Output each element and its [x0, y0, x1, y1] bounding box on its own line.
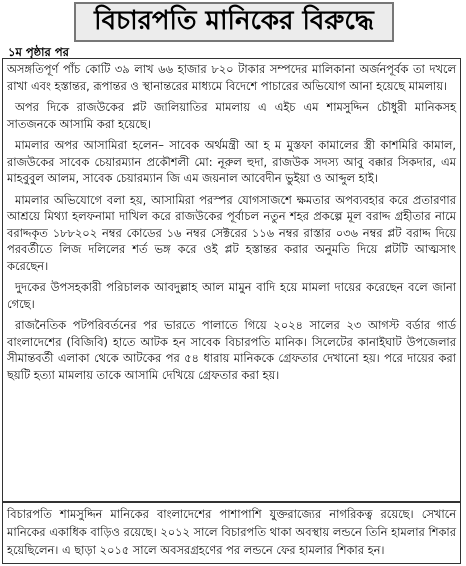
paragraph: রাজনৈতিক পটপরিবর্তনের পর ভারতে পালাতে গিয়ে ২০২৪ সালের ২৩ আগস্ট বর্ডার গার্ড বাংলাদেশের (বিজিবি) হাতে আটক হন সাবেক বিচারপতি মানিক। সিলেটের কানাইঘাট উপজেলার সীমান্তবর্তী এলাকা থেকে আটকের পর ৫৪ ধারায় মানিককে গ্রেফতার দেখানো হয়। পরে দায়ের করা ছয়টি হত্যা মামলায় তাকে আসামি দেখিয়ে গ্রেফতার করা হয়। [7, 318, 456, 382]
headline: বিচারপতি মানিকের বিরুদ্ধে [94, 6, 374, 36]
paragraph: অপর দিকে রাজউকের প্লট জালিয়াতির মামলায় এ এইচ এম শামসুদ্দিন চৌধুরী মানিকসহ সাতজনকে আসামি করা হয়েছে। [7, 100, 456, 131]
paragraph: বিচারপতি শামসুদ্দিন মানিকের বাংলাদেশের পাশাপাশি যুক্তরাজ্যের নাগরিকত্ব রয়েছে। সেখানে মানিকের একাধিক বাড়িও রয়েছে। ২০১২ সালে বিচারপতি থাকা অবস্থায় লন্ডনে তিনি হামলার শিকার হয়েছিলেন। এ ছাড়া ২০১৫ সালে অবসরগ্রহণের পর লন্ডনে ফের হামলার শিকার হন। [7, 507, 456, 557]
article-body [2, 58, 461, 502]
article-footer-box [2, 502, 461, 564]
paragraph: অসঙ্গতিপূর্ণ পাঁচ কোটি ৩৯ লাখ ৬৬ হাজার ৮২০ টাকার সম্পদের মালিকানা অর্জনপূর্বক তা দখলে রাখা এবং হস্তান্তর, রূপান্তর ও স্থানান্তরের মাধ্যমে বিদেশে পাচারের অভিযোগ আনা হয়েছে মামলায়। [7, 62, 456, 93]
paragraph: দুদকের উপসহকারী পরিচালক আবদুল্লাহ আল মামুন বাদি হয়ে মামলা দায়ের করেছেন বলে জানা গেছে। [7, 280, 456, 311]
headline-box [74, 2, 394, 42]
paragraph: মামলার অপর আসামিরা হলেন– সাবেক অর্থমন্ত্রী আ হ ম মুস্তফা কামালের স্ত্রী কাশমিরি কামাল, রাজউকের সাবেক চেয়ারম্যান প্রকৌশলী মো: নূরুল হুদা, রাজউক সদস্য আবু বক্কার সিকদার, এম মাহবুবুল আলম, সাবেক চেয়ারম্যান জি এম জয়নাল আবেদীন ভুইয়া ও আব্দুল হাই। [7, 138, 456, 185]
continuation-label: ১ম পৃষ্ঠার পর [8, 45, 69, 59]
paragraph: মামলার অভিযোগে বলা হয়, আসামিরা পরস্পর যোগসাজশে ক্ষমতার অপব্যবহার করে প্রতারণার আশ্রয়ে মিথ্যা হলফনামা দাখিল করে রাজউকের পূর্বাচল নতুন শহর প্রকল্পে মূল বরাদ্দ গ্রহীতার নামে বরাদ্দকৃত ১৮৮২০২ নম্বর কোডের ১৬ নম্বর সেক্টরের ১১৬ নম্বর রাস্তার ০৩৬ নম্বর প্লট বরাদ্দ দিয়ে পরবর্তীতে লিজ দলিলের শর্ত ভঙ্গ করে ওই প্লট হস্তান্তর করার অনুমতি দিয়ে প্লটটি আত্মসাৎ করেছেন। [7, 192, 456, 273]
